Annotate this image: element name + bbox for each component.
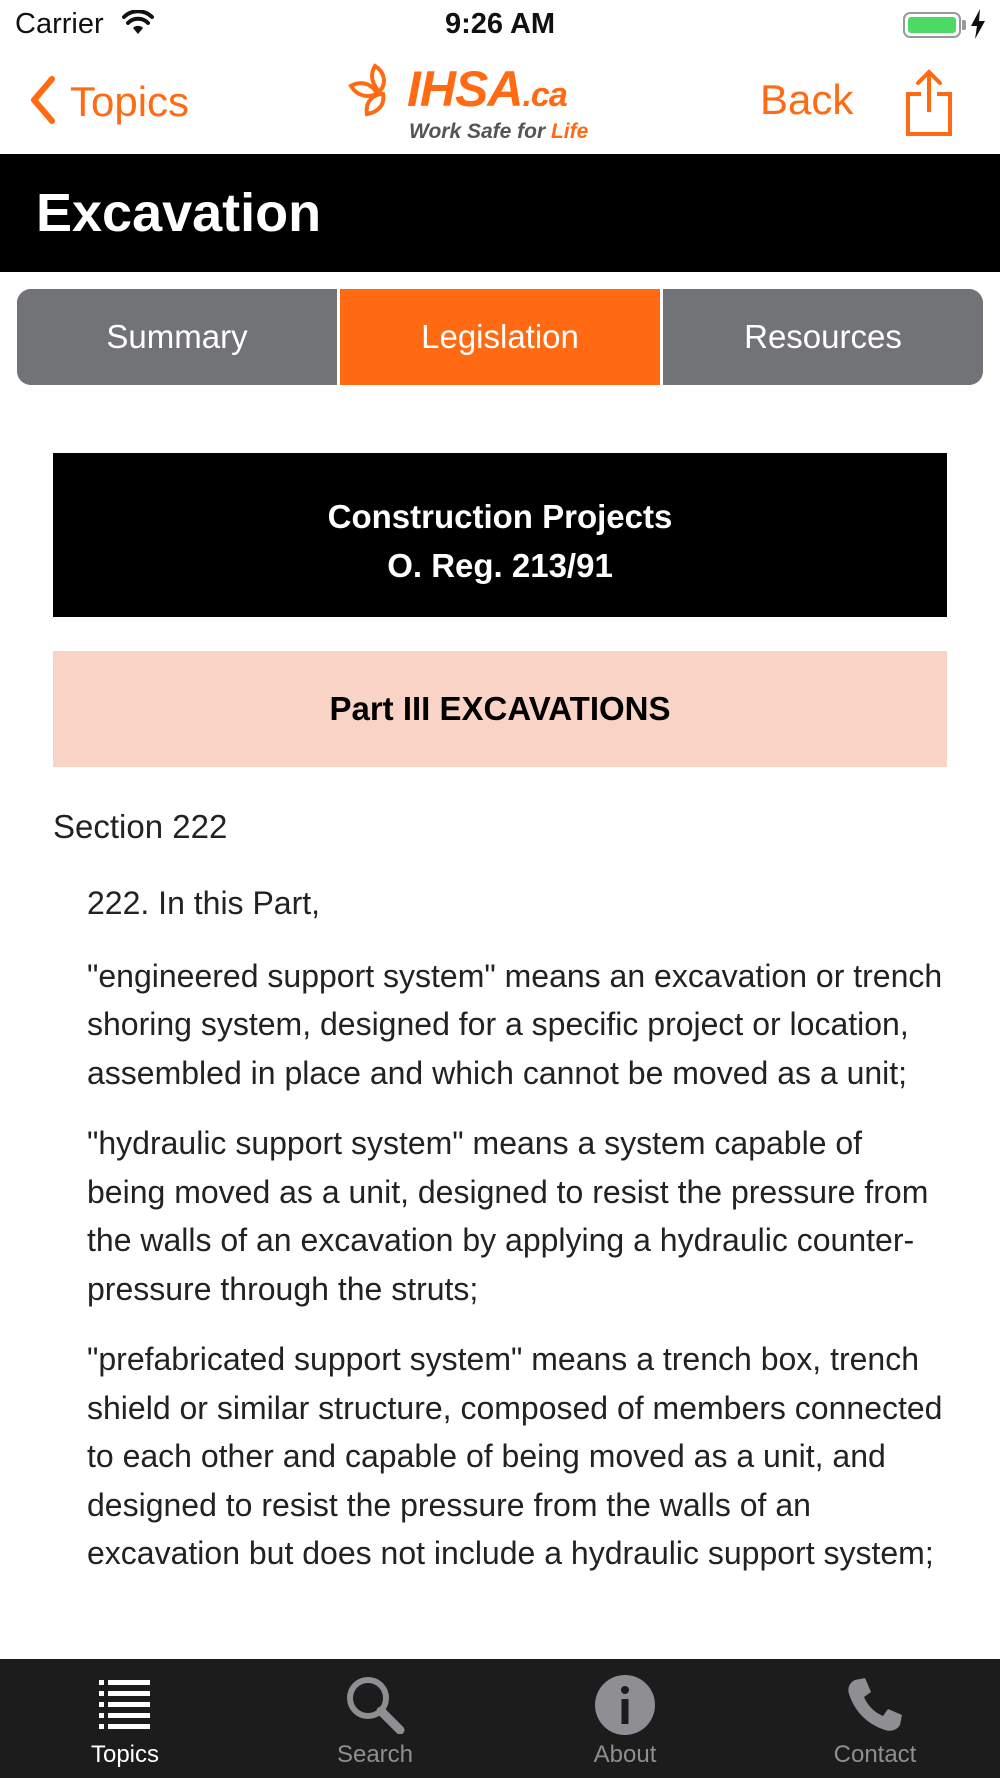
- segmented-control: [17, 289, 983, 385]
- phone-icon: [750, 1674, 1000, 1734]
- tab-search-label: Search: [336, 1741, 414, 1768]
- tab-contact-label: Contact: [833, 1741, 917, 1768]
- segment-legislation[interactable]: Legislation: [337, 289, 660, 385]
- topics-back-button[interactable]: [28, 72, 189, 132]
- regulation-title: Construction Projects: [327, 498, 673, 535]
- legislation-content: [53, 453, 947, 1578]
- section-paragraph: 222. In this Part,: [87, 885, 321, 921]
- page-title-bar: [0, 154, 1000, 272]
- status-time: 9:26 AM: [444, 8, 556, 40]
- info-icon: [500, 1674, 750, 1736]
- tab-topics-label: Topics: [90, 1741, 160, 1768]
- carrier-label: Carrier: [15, 8, 104, 40]
- logo-wordmark: IHSA.ca: [407, 61, 567, 117]
- list-icon: [0, 1674, 250, 1730]
- regulation-header: [53, 453, 947, 617]
- battery-cap: [962, 20, 966, 30]
- section-heading: Section 222: [53, 808, 228, 845]
- tab-bar: [0, 1659, 1000, 1778]
- tab-search[interactable]: [250, 1659, 500, 1778]
- battery-icon: [903, 12, 961, 38]
- share-icon[interactable]: [904, 68, 954, 143]
- status-bar: [0, 0, 1000, 50]
- page-title: Excavation: [36, 183, 322, 243]
- tab-about-label: About: [593, 1741, 657, 1768]
- definition-paragraph: "hydraulic support system" means a system capable of being moved as a unit, designed to resist the pressure from the walls of an excavation by applying a hydraulic counter-pressure through the struts;: [87, 1125, 929, 1307]
- definition-paragraph: "prefabricated support system" means a trench box, trench shield or similar structure, composed of members connected to each other and capable of being moved as a unit, and designed to resist the pressure from the walls of an excavation but does not include a hydraulic support system;: [87, 1341, 943, 1571]
- segment-resources[interactable]: Resources: [660, 289, 983, 385]
- logo-mark-icon: [345, 62, 405, 123]
- part-heading: Part III EXCAVATIONS: [53, 651, 947, 767]
- charging-icon: [970, 9, 986, 44]
- definition-paragraph: "engineered support system" means an excavation or trench shoring system, designed for a specific project or location, assembled in place and which cannot be moved as a unit;: [87, 957, 943, 1091]
- search-icon: [250, 1674, 500, 1734]
- tab-contact[interactable]: [750, 1659, 1000, 1778]
- regulation-number: O. Reg. 213/91: [387, 547, 613, 584]
- topics-back-label: Topics: [70, 78, 190, 125]
- chevron-left-icon: [28, 75, 56, 130]
- tab-topics[interactable]: [0, 1659, 250, 1778]
- ihsa-logo: [345, 56, 605, 146]
- navigation-bar: [0, 50, 1000, 154]
- segment-summary[interactable]: Summary: [17, 289, 337, 385]
- back-button[interactable]: Back: [760, 76, 854, 123]
- logo-tagline: Work Safe for Life: [409, 120, 589, 143]
- tab-about[interactable]: [500, 1659, 750, 1778]
